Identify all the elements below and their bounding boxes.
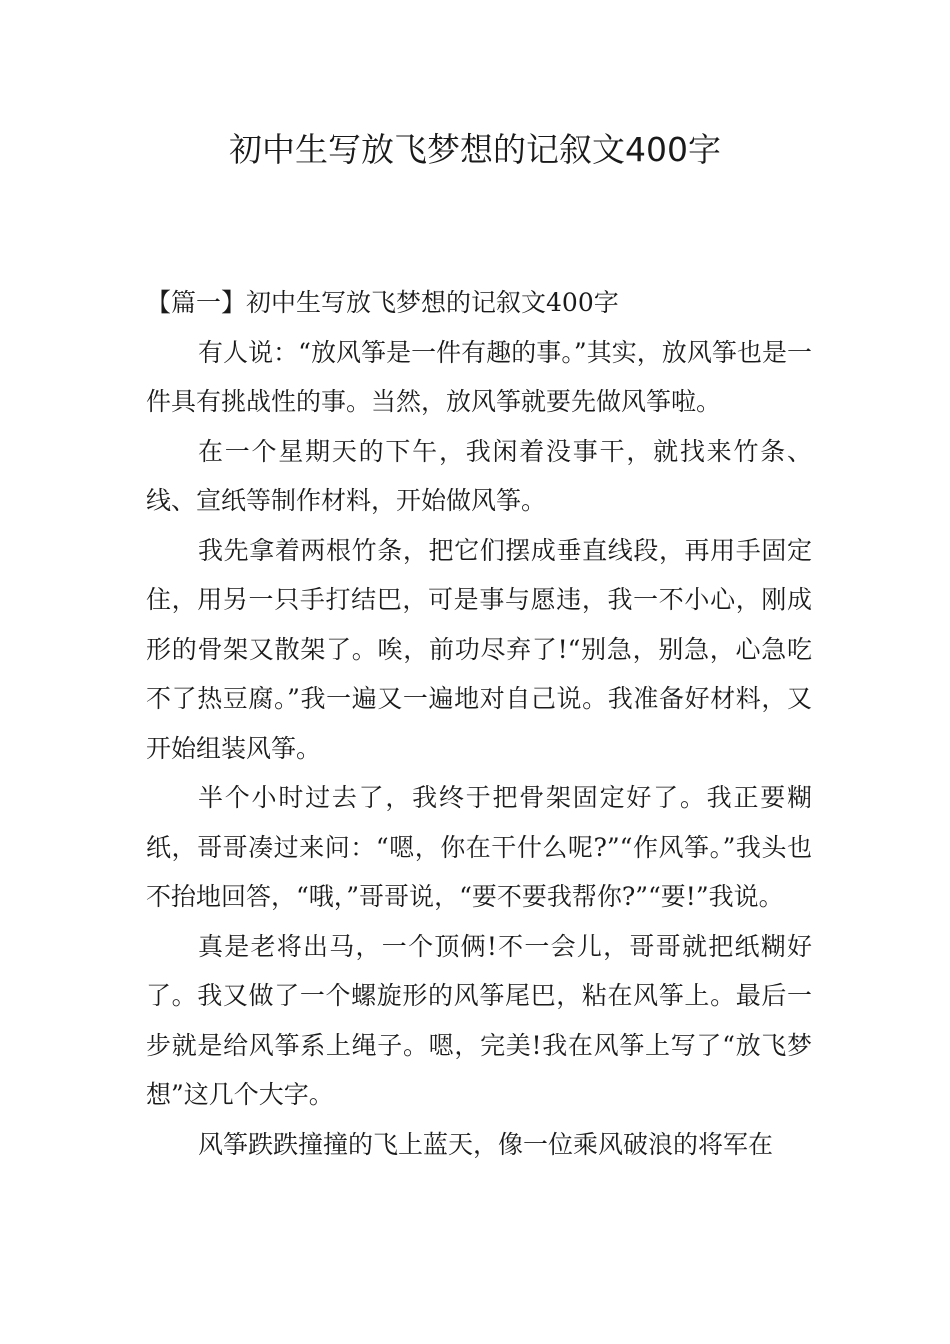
paragraph-6: 风筝跌跌撞撞的飞上蓝天，像一位乘风破浪的将军在 xyxy=(198,1129,774,1159)
paragraph-5: 真是老将出马，一个顶俩!不一会儿，哥哥就把纸糊好了。我又做了一个螺旋形的风筝尾巴，粘在风筝上。最后一步就是给风筝系上绳子。嗯，完美!我在风筝上写了“放飞梦想”这几个大字。 xyxy=(146,931,812,1109)
document-title: 初中生写放飞梦想的记叙文400字 xyxy=(229,130,721,169)
section-heading: 【篇一】初中生写放飞梦想的记叙文400字 xyxy=(146,288,619,317)
document-body xyxy=(146,278,812,1169)
paragraph-2: 在一个星期天的下午，我闲着没事干，就找来竹条、线、宣纸等制作材料，开始做风筝。 xyxy=(146,436,812,515)
paragraph-1: 有人说：“放风筝是一件有趣的事。”其实，放风筝也是一件具有挑战性的事。当然，放风筝就要先做风筝啦。 xyxy=(146,337,812,416)
paragraph-4: 半个小时过去了，我终于把骨架固定好了。我正要糊纸，哥哥凑过来问：“嗯，你在干什么呢?”“作风筝。”我头也不抬地回答，“哦，”哥哥说，“要不要我帮你?”“要!”我说。 xyxy=(146,783,812,911)
paragraph-3: 我先拿着两根竹条，把它们摆成垂直线段，再用手固定住，用另一只手打结巴，可是事与愿违，我一不小心，刚成形的骨架又散架了。唉，前功尽弃了!“别急，别急，心急吃不了热豆腐。”我一遍又一遍地对自己说。我准备好材料，又开始组装风筝。 xyxy=(146,535,812,763)
